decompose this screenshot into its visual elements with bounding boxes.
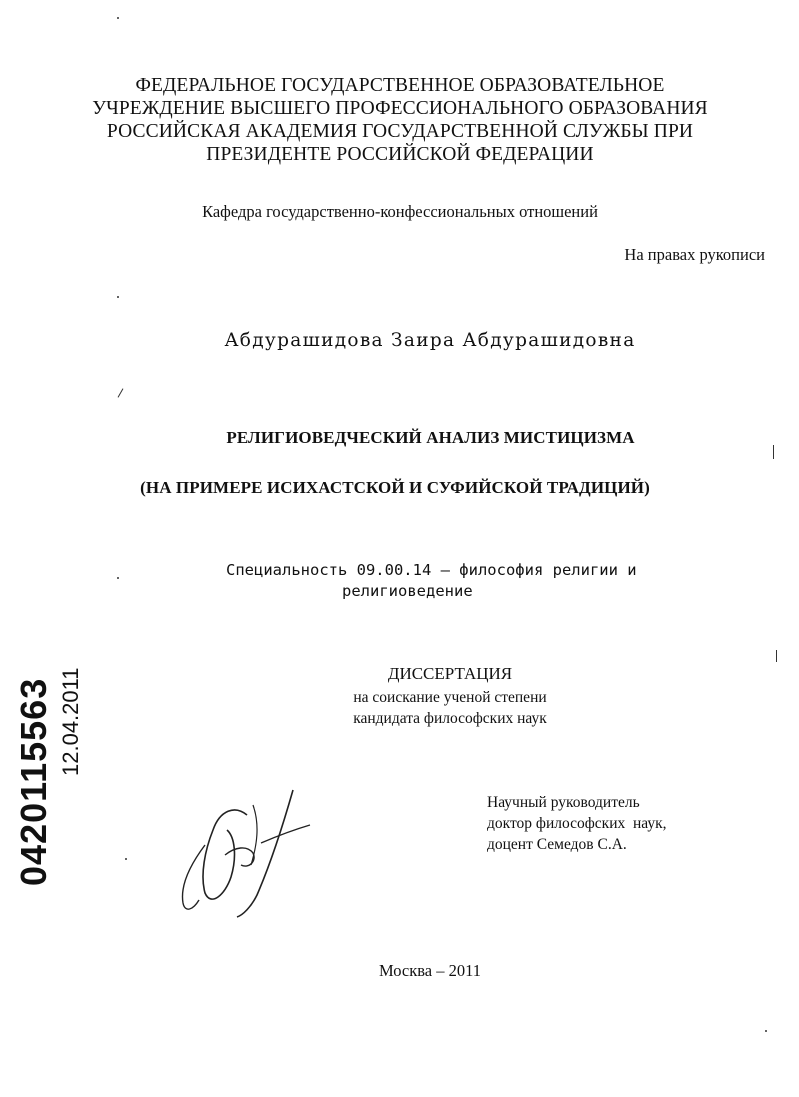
specialty-line-1: Специальность 09.00.14 – философия религии и: [226, 561, 637, 579]
supervisor-line-3: доцент Семедов С.А.: [487, 836, 627, 853]
specialty: [226, 560, 637, 602]
scan-speck: [117, 577, 119, 579]
degree-description: [60, 687, 799, 729]
scan-speck: [117, 17, 119, 19]
stamp-date: 12.04.2011: [58, 667, 83, 776]
degree-line-2: кандидата философских наук: [353, 710, 547, 727]
supervisor-line-2: доктор философских наук,: [487, 815, 667, 832]
degree-line-1: на соискание ученой степени: [353, 689, 547, 706]
department-name: Кафедра государственно-конфессиональных отношений: [202, 202, 598, 221]
author-name: Абдурашидова Заира Абдурашидовна: [224, 330, 636, 351]
institution-line-3: РОССИЙСКАЯ АКАДЕМИЯ ГОСУДАРСТВЕННОЙ СЛУЖБЫ ПРИ: [106, 121, 694, 142]
institution-header: [60, 74, 740, 166]
scan-speck: [117, 296, 119, 298]
scan-speck: [125, 858, 127, 860]
scan-speck: [118, 388, 124, 397]
scan-speck: [773, 445, 774, 459]
library-stamp: [13, 667, 83, 886]
institution-line-4: ПРЕЗИДЕНТЕ РОССИЙСКОЙ ФЕДЕРАЦИИ: [206, 144, 594, 165]
handwritten-signature: [165, 785, 325, 925]
city-year: Москва – 2011: [378, 961, 482, 980]
scan-speck: [776, 650, 777, 662]
institution-line-1: ФЕДЕРАЛЬНОЕ ГОСУДАРСТВЕННОЕ ОБРАЗОВАТЕЛЬНОЕ: [135, 75, 665, 96]
specialty-line-2: религиоведение: [342, 582, 473, 600]
dissertation-title-line-1: РЕЛИГИОВЕДЧЕСКИЙ АНАЛИЗ МИСТИЦИЗМА: [226, 428, 635, 447]
dissertation-title-line-2: (НА ПРИМЕРЕ ИСИХАСТСКОЙ И СУФИЙСКОЙ ТРАДИЦИЙ): [140, 478, 650, 497]
scan-speck: [765, 1030, 767, 1032]
dissertation-label: ДИССЕРТАЦИЯ: [387, 664, 513, 683]
manuscript-note: На правах рукописи: [624, 245, 765, 264]
stamp-code: 0420115563: [13, 677, 54, 886]
supervisor-line-1: Научный руководитель: [487, 794, 640, 811]
supervisor-block: [487, 792, 667, 855]
institution-line-2: УЧРЕЖДЕНИЕ ВЫСШЕГО ПРОФЕССИОНАЛЬНОГО ОБРАЗОВАНИЯ: [92, 98, 708, 119]
